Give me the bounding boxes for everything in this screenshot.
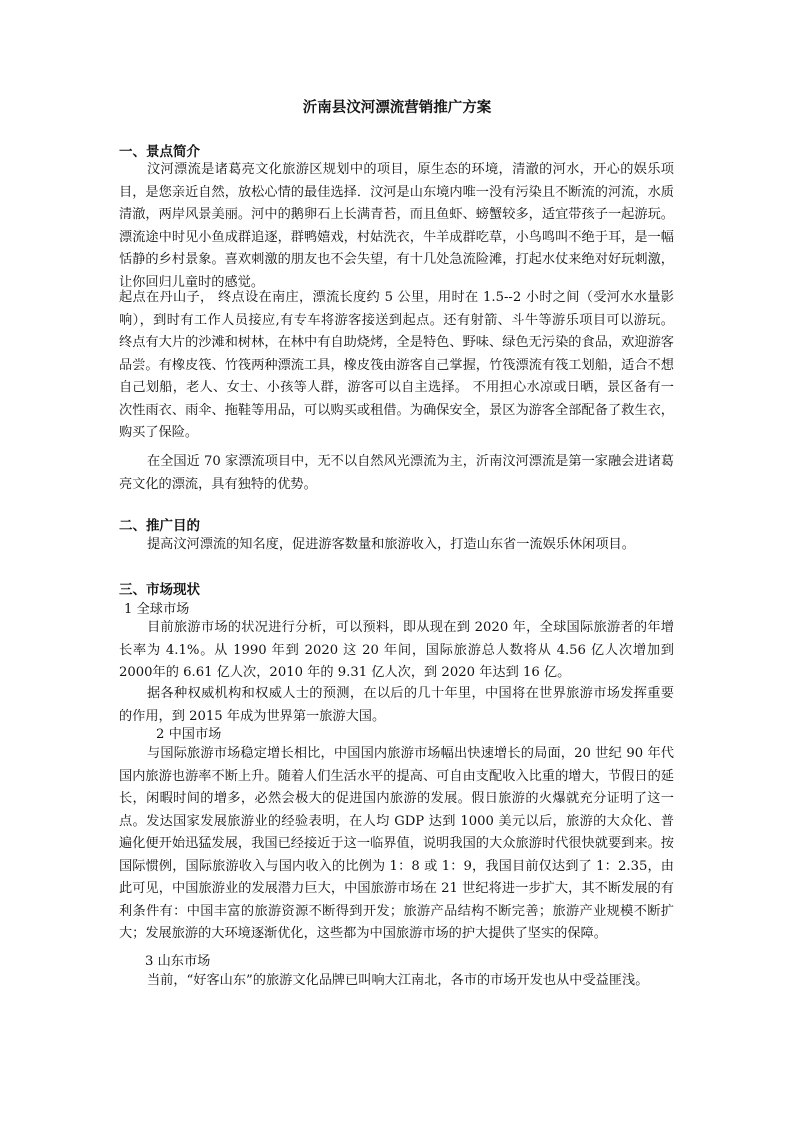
paragraph-purpose: 提高汶河漂流的知名度，促进游客数量和旅游收入，打造山东省一流娱乐休闲项目。	[147, 537, 635, 552]
paragraph-intro-3: 在全国近 70 家漂流项目中，无不以自然风光漂流为主，沂南汶河漂流是第一家融会进诸葛亮文化的漂流，具有独特的优势。	[119, 454, 674, 492]
paragraph-china: 与国际旅游市场稳定增长相比，中国国内旅游市场幅出快速增长的局面，20 世纪 90 年代国内旅游也游率不断上升。随着人们生活水平的提高、可自由支配收入比重的增大，节假日的延长，闲暇时间的增多，必然会极大的促进国内旅游的发展。假日旅游的火爆就充分证明了这一点。发达国家发展旅游业的经验表明，在人均 GDP 达到 1000 美元以后，旅游的大众化、普遍化便开始迅猛发展，我国已经接近于这一临界值，说明我国的大众旅游时代很快就要到来。按国际惯例，国际旅游收入与国内收入的比例为 1：8 或 1：9，我国目前仅达到了 1：2.35，由此可见，中国旅游业的发展潜力巨大，中国旅游市场在 21 世纪将进一步扩大，其不断发展的有利条件有：中国丰富的旅游资源不断得到开发；旅游产品结构不断完善；旅游产业规模不断扩大；发展旅游的大环境逐渐优化，这些都为中国旅游市场的护大提供了坚实的保障。	[119, 746, 674, 941]
paragraph-global-2: 据各种权威机构和权威人士的预测，在以后的几十年里，中国将在世界旅游市场发挥重要的作用，到 2015 年成为世界第一旅游大国。	[119, 686, 674, 724]
paragraph-intro-1: 汶河漂流是诸葛亮文化旅游区规划中的项目，原生态的环境，清澈的河水，开心的娱乐项目，是您亲近自然，放松心情的最佳选择．汶河是山东境内唯一没有污染且不断流的河流，水质清澈，两岸风景美丽。河中的鹅卵石上长满青苔，而且鱼虾、螃蟹较多，适宜带孩子一起游玩。漂流途中时见小鱼成群追逐，群鸭嬉戏，村姑洗衣，牛羊成群吃草，小鸟鸣叫不绝于耳，是一幅恬静的乡村景象。喜欢刺激的朋友也不会失望，有十几处急流险滩，打起水仗来绝对好玩刺激，让你回归儿童时的感觉。	[119, 162, 674, 290]
paragraph-shandong: 当前，“好客山东”的旅游文化品牌已叫响大江南北，各市的市场开发也从中受益匪浅。	[147, 973, 649, 988]
subheading-global-market: 1 全球市场	[124, 602, 190, 617]
section-heading-market: 三、市场现状	[119, 582, 200, 598]
section-heading-purpose: 二、推广目的	[119, 518, 200, 534]
document-title: 沂南县汶河漂流营销推广方案	[302, 100, 492, 116]
subheading-china-market: 2 中国市场	[156, 727, 222, 742]
paragraph-global-1: 目前旅游市场的状况进行分析，可以预料，即从现在到 2020 年，全球国际旅游者的年增长率为 4.1%。从 1990 年到 2020 这 20 年间，国际旅游总人数将从 4.56 亿人次增加到 2000年的 6.61 亿人次，2010 年的 9.31 亿人次，到 2020 年达到 16 亿。	[119, 620, 674, 680]
subheading-shandong-market: 3 山东市场	[145, 954, 211, 969]
section-heading-intro: 一、景点简介	[119, 144, 200, 160]
paragraph-intro-2: 起点在丹山子， 终点设在南庄，漂流长度约 5 公里，用时在 1.5--2 小时之间（受河水水量影响），到时有工作人员接应,有专车将游客接送到起点。还有射箭、斗牛等游乐项目可以游玩。 终点有大片的沙滩和树林，在林中有自助烧烤，全是特色、野味、绿色无污染的食品，欢迎游客品尝。有橡皮筏、竹筏两种漂流工具，橡皮筏由游客自己掌握，竹筏漂流有筏工划船，适合不想自己划船，老人、女士、小孩等人群，游客可以自主选择。 不用担心水凉或日晒，景区备有一次性雨衣、雨伞、拖鞋等用品，可以购买或租借。为确保安全，景区为游客全部配备了救生衣，购买了保险。	[119, 290, 674, 440]
